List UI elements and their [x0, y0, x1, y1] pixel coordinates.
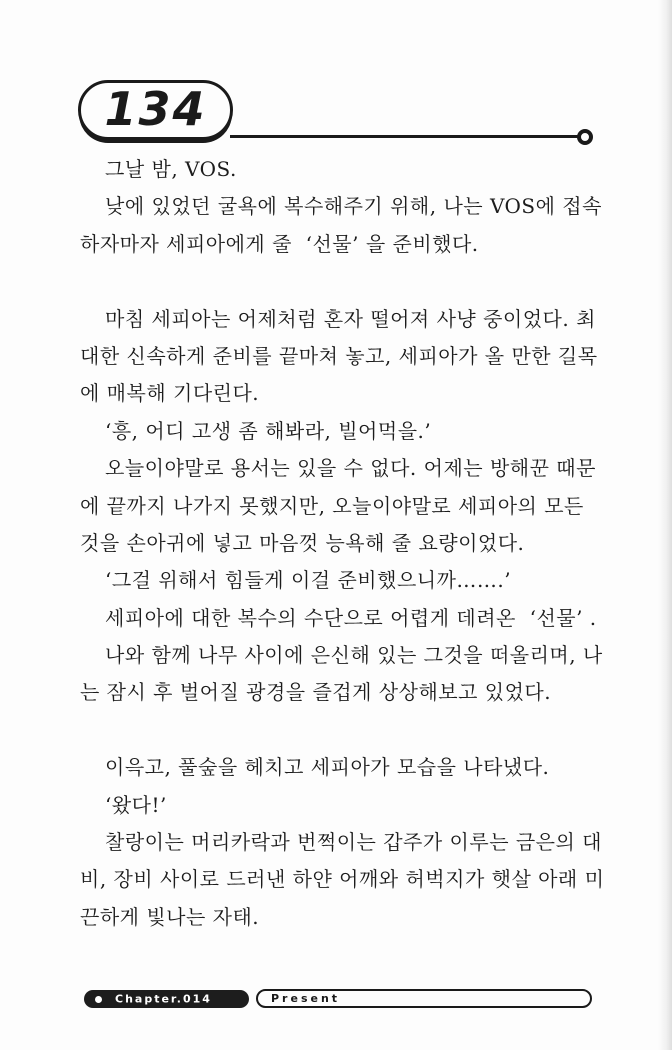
text-line: ‘그걸 위해서 힘들게 이걸 준비했으니까…….’ — [105, 568, 512, 593]
page-text — [80, 151, 605, 936]
page-edge-shadow — [658, 0, 672, 1050]
text-line: 에 끝까지 나가지 못했지만, 오늘이야말로 세피아의 모든 — [80, 493, 584, 518]
text-line: 찰랑이는 머리카락과 번쩍이는 갑주가 이루는 금은의 대 — [105, 830, 603, 855]
bullet-dot-icon — [95, 996, 102, 1003]
page-number-badge — [78, 80, 233, 140]
text-line — [80, 263, 594, 300]
text-line: ‘왔다!’ — [105, 792, 167, 817]
chapter-label: Chapter.014 — [115, 992, 212, 1005]
text-line: 하자마자 세피아에게 줄 ‘선물’ 을 준비했다. — [80, 231, 479, 256]
text-line: 세피아에 대한 복수의 수단으로 어렵게 데려온 ‘선물’ . — [105, 605, 597, 630]
page-number: 134 — [104, 82, 207, 136]
chapter-pill — [84, 990, 249, 1008]
text-line: 낮에 있었던 굴욕에 복수해주기 위해, 나는 VOS에 접속 — [105, 194, 602, 219]
present-label: Present — [271, 992, 341, 1005]
text-line: 마침 세피아는 어제처럼 혼자 떨어져 사냥 중이었다. 최 — [105, 306, 596, 331]
text-line: 나와 함께 나무 사이에 은신해 있는 그것을 떠올리며, 나 — [105, 643, 603, 668]
text-line: 끈하게 빛나는 자태. — [80, 904, 260, 929]
text-line: ‘흥, 어디 고생 좀 해봐라, 빌어먹을.’ — [105, 418, 432, 443]
text-line: 대한 신속하게 준비를 끝마쳐 놓고, 세피아가 올 만한 길목 — [80, 343, 598, 368]
text-line: 그날 밤, VOS. — [105, 157, 237, 181]
text-line: 것을 손아귀에 넣고 마음껏 능욕해 줄 요량이었다. — [80, 530, 525, 555]
present-pill — [256, 989, 592, 1008]
text-line — [80, 712, 594, 749]
text-line: 는 잠시 후 벌어질 광경을 즐겁게 상상해보고 있었다. — [80, 680, 552, 705]
text-line: 오늘이야말로 용서는 있을 수 없다. 어제는 방해꾼 때문 — [105, 456, 596, 481]
text-line: 에 매복해 기다린다. — [80, 381, 260, 406]
text-line: 이윽고, 풀숲을 헤치고 세피아가 모습을 나타냈다. — [105, 755, 550, 780]
text-line: 비, 장비 사이로 드러낸 하얀 어깨와 허벅지가 햇살 아래 미 — [80, 867, 605, 892]
header-rule — [230, 135, 580, 138]
